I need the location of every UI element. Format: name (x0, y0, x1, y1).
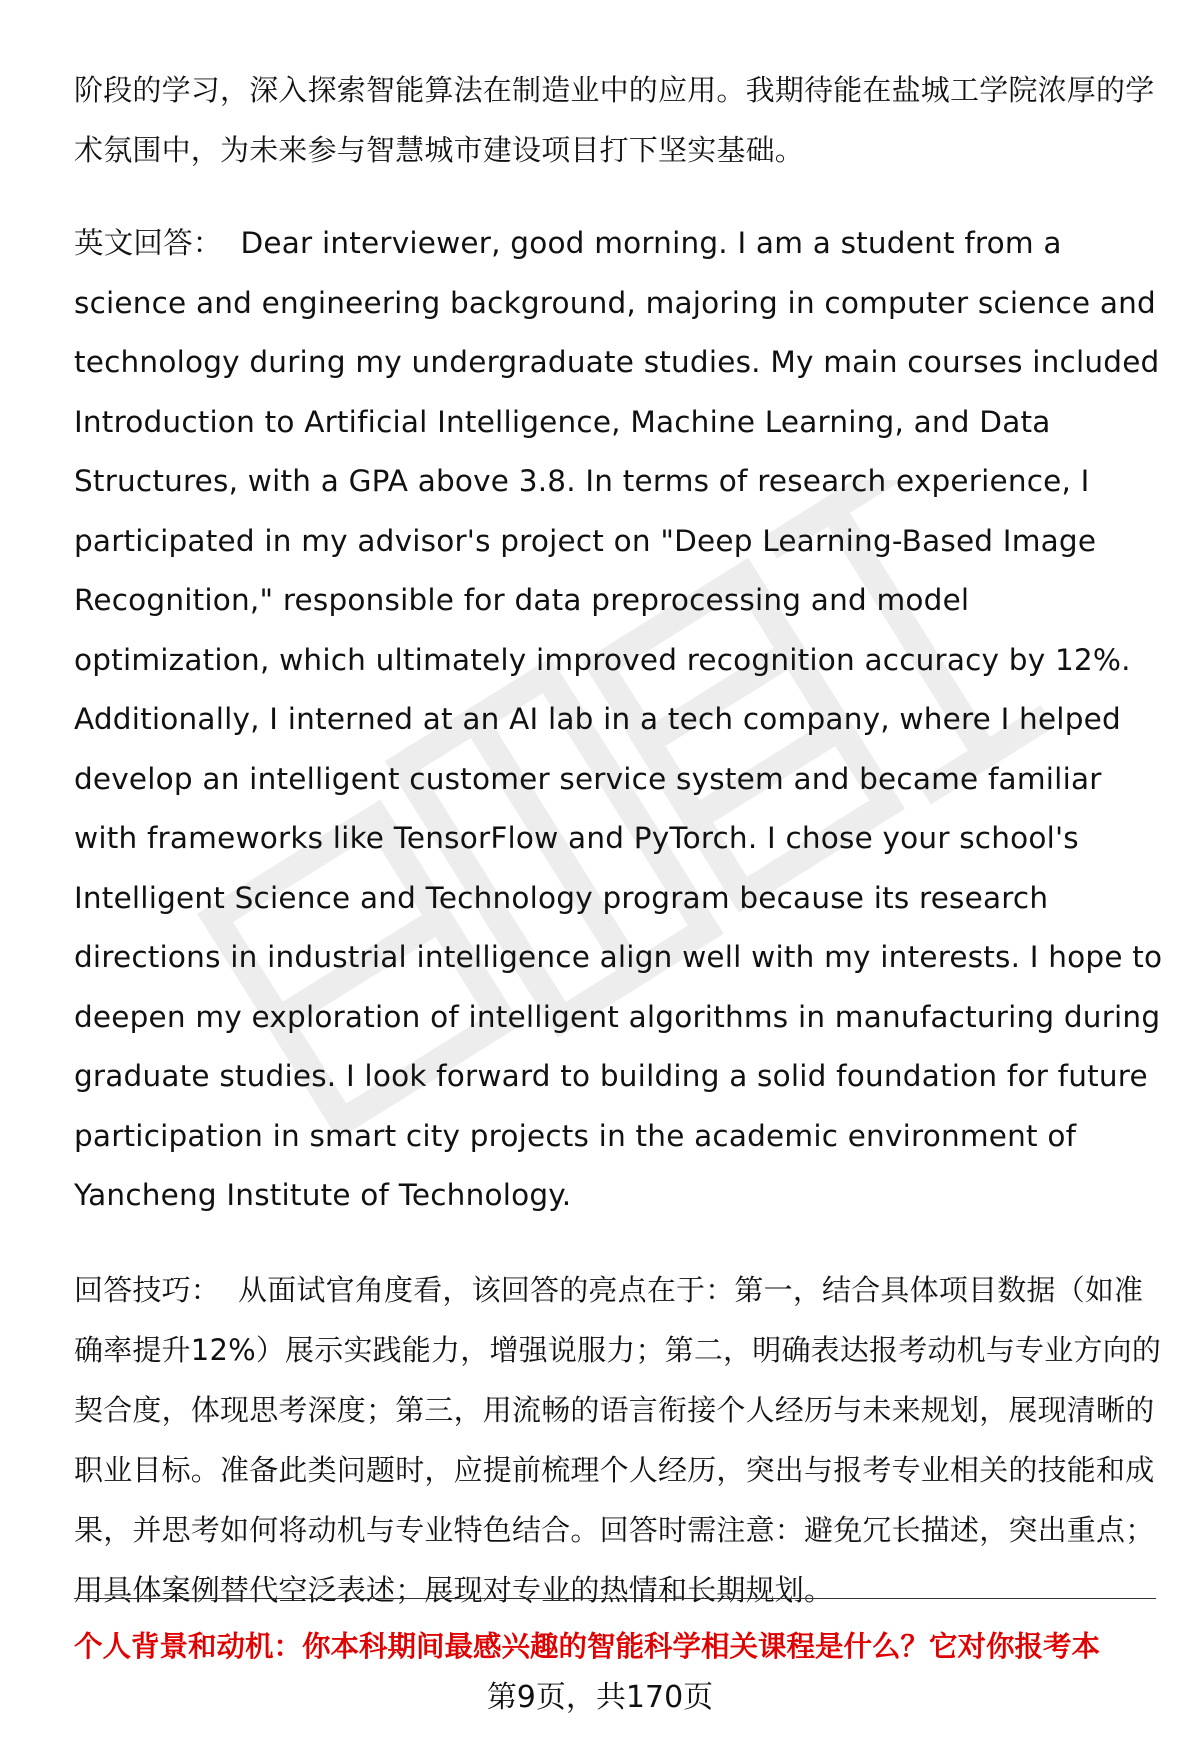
english-answer-text: Dear interviewer, good morning. I am a student from a science and engineering background, majoring in computer science and technology during my undergraduate studies. My main courses included Introduction to Artificial Intelligence, Machine Learning, and Data Structures, with a GPA above 3.8. In terms of research experience, I participated in my advisor's project on "Deep Learning-Based Image Recognition," responsible for data preprocessing and model optimization, which ultimately improved recognition accuracy by 12%. Additionally, I interned at an AI lab in a tech company, where I helped develop an intelligent customer service system and became familiar with frameworks like TensorFlow and PyTorch. I chose your school's Intelligent Science and Technology program because its research directions in industrial intelligence align well with my interests. I hope to deepen my exploration of intelligent algorithms in manufacturing during graduate studies. I look forward to building a solid foundation for future participation in smart city projects in the academic environment of Yancheng Institute of Technology. (74, 226, 1163, 1212)
answer-tips-paragraph (74, 1260, 1164, 1620)
page-number: 第9页，共170页 (486, 1680, 714, 1715)
english-answer-paragraph (74, 214, 1164, 1226)
answer-tips-text: 从面试官角度看，该回答的亮点在于：第一，结合具体项目数据（如准确率提升12%）展示实践能力，增强说服力；第二，明确表达报考动机与专业方向的契合度，体现思考深度；第三，用流畅的语言衔接个人经历与未来规划，展现清晰的职业目标。准备此类问题时，应提前梳理个人经历，突出与报考专业相关的技能和成果，并思考如何将动机与专业特色结合。回答时需注意：避免冗长描述，突出重点；用具体案例替代空泛表述；展现对专业的热情和长期规划。 (74, 1272, 1162, 1607)
answer-tips-label: 回答技巧： (74, 1272, 221, 1307)
section-divider (74, 1598, 1156, 1599)
next-question-heading: 个人背景和动机：你本科期间最感兴趣的智能科学相关课程是什么？它对你报考本 (74, 1630, 1101, 1663)
english-answer-label: 英文回答： (74, 226, 223, 260)
document-body (74, 60, 1164, 1620)
intro-paragraph-tail: 阶段的学习，深入探索智能算法在制造业中的应用。我期待能在盐城工学院浓厚的学术氛围中，为未来参与智慧城市建设项目打下坚实基础。 (74, 73, 1155, 167)
